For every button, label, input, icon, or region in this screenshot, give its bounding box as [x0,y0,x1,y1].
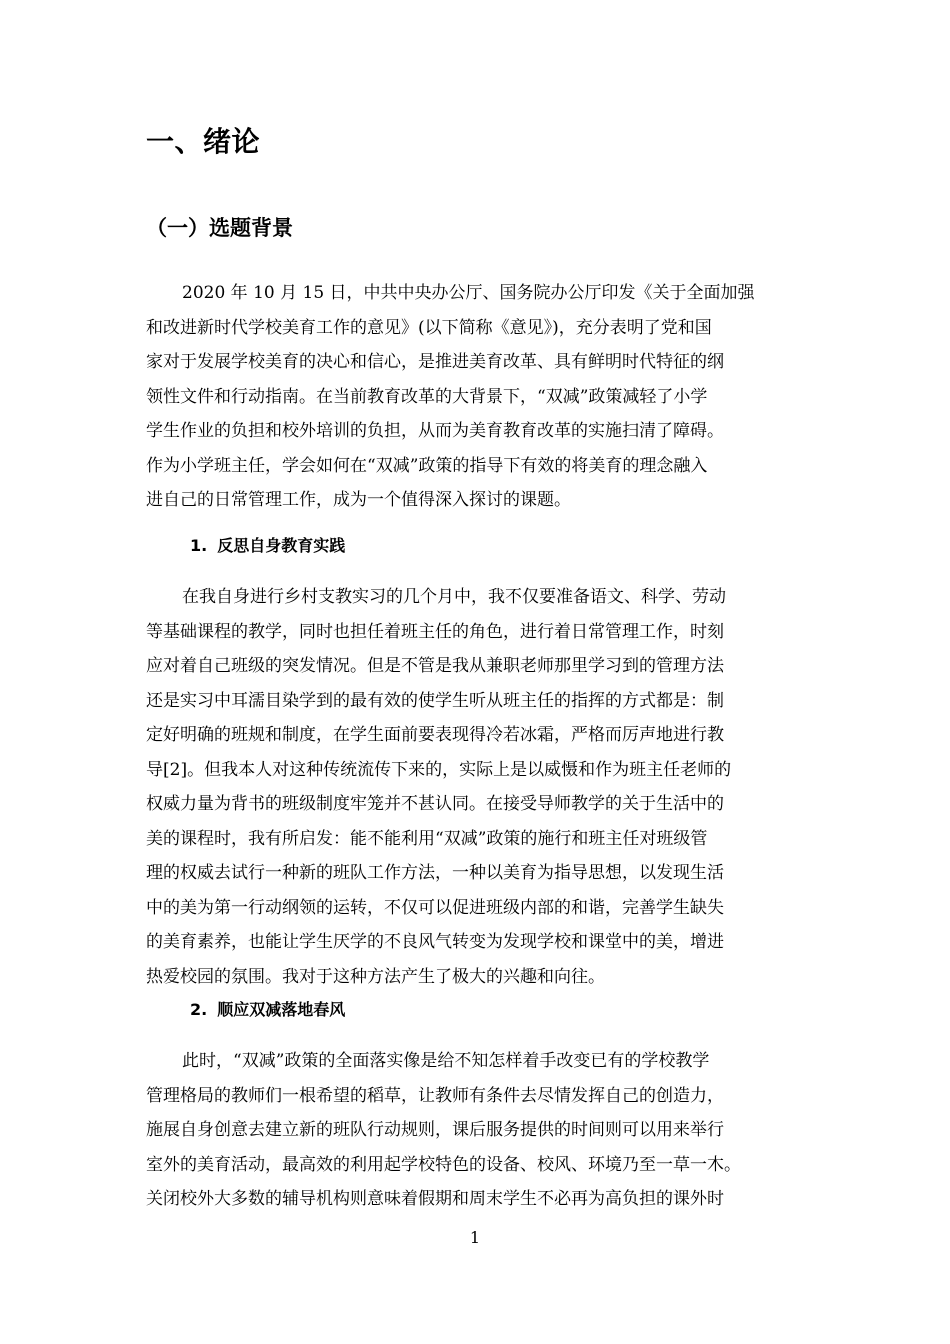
subsection-number: 2. [190,1000,208,1019]
paragraph-line: 的美育素养，也能让学生厌学的不良风气转变为发现学校和课堂中的美，增进 [146,932,724,952]
paragraph-line: 美的课程时，我有所启发：能不能利用“双减”政策的施行和班主任对班级管 [146,828,708,849]
paragraph-line: 权威力量为背书的班级制度牢笼并不甚认同。在接受导师教学的关于生活中的 [146,794,724,814]
paragraph-line: 作为小学班主任，学会如何在“双减”政策的指导下有效的将美育的理念融入 [146,455,708,476]
paragraph-line: 导[2]。但我本人对这种传统流传下来的，实际上是以威慑和作为班主任老师的 [146,759,732,780]
paragraph-background [146,276,808,518]
subsection-title: 反思自身教育实践 [217,536,346,555]
paragraph-line: 学生作业的负担和校外培训的负担，从而为美育教育改革的实施扫清了障碍。 [146,421,724,441]
section-heading: （一）选题背景 [146,216,293,240]
paragraph-line: 2020 年 10 月 15 日，中共中央办公厅、国务院办公厅印发《关于全面加强 [182,283,755,303]
subsection-title: 顺应双减落地春风 [217,1000,346,1019]
paragraph-line: 还是实习中耳濡目染学到的最有效的使学生听从班主任的指挥的方式都是：制 [146,690,724,711]
paragraph-line: 管理格局的教师们一根希望的稻草，让教师有条件去尽情发挥自己的创造力， [146,1085,724,1106]
paragraph-line: 此时，“双减”政策的全面落实像是给不知怎样着手改变已有的学校教学 [182,1051,710,1071]
paragraph-line: 领性文件和行动指南。在当前教育改革的大背景下，“双减”政策减轻了小学 [146,386,708,407]
paragraph-line: 关闭校外大多数的辅导机构则意味着假期和周末学生不必再为高负担的课外时 [146,1189,724,1209]
paragraph-line: 理的权威去试行一种新的班队工作方法，一种以美育为指导思想，以发现生活 [146,863,724,883]
paragraph-line: 中的美为第一行动纲领的运转，不仅可以促进班级内部的和谐，完善学生缺失 [146,897,724,918]
paragraph-line: 和改进新时代学校美育工作的意见》(以下简称《意见》)，充分表明了党和国 [146,317,712,338]
paragraph-policy [146,1044,808,1217]
paragraph-line: 室外的美育活动，最高效的利用起学校特色的设备、校风、环境乃至一草一木。 [146,1154,741,1175]
subsection-number: 1. [190,536,208,555]
paragraph-line: 在我自身进行乡村支教实习的几个月中，我不仅要准备语文、科学、劳动 [182,587,726,607]
paragraph-line: 定好明确的班规和制度，在学生面前要表现得冷若冰霜，严格而厉声地进行教 [146,725,724,745]
paragraph-line: 进自己的日常管理工作，成为一个值得深入探讨的课题。 [146,490,571,510]
subsection-heading-1 [190,532,345,560]
chapter-heading: 一、绪论 [146,125,261,158]
paragraph-line: 应对着自己班级的突发情况。但是不管是我从兼职老师那里学习到的管理方法 [146,656,724,676]
subsection-heading-2 [190,996,345,1024]
paragraph-line: 施展自身创意去建立新的班队行动规则，课后服务提供的时间则可以用来举行 [146,1120,724,1140]
paragraph-reflection [146,580,808,994]
paragraph-line: 热爱校园的氛围。我对于这种方法产生了极大的兴趣和向往。 [146,966,605,987]
page-number: 1 [469,1228,481,1247]
paragraph-line: 家对于发展学校美育的决心和信心，是推进美育改革、具有鲜明时代特征的纲 [146,352,724,372]
paragraph-line: 等基础课程的教学，同时也担任着班主任的角色，进行着日常管理工作，时刻 [146,621,724,642]
